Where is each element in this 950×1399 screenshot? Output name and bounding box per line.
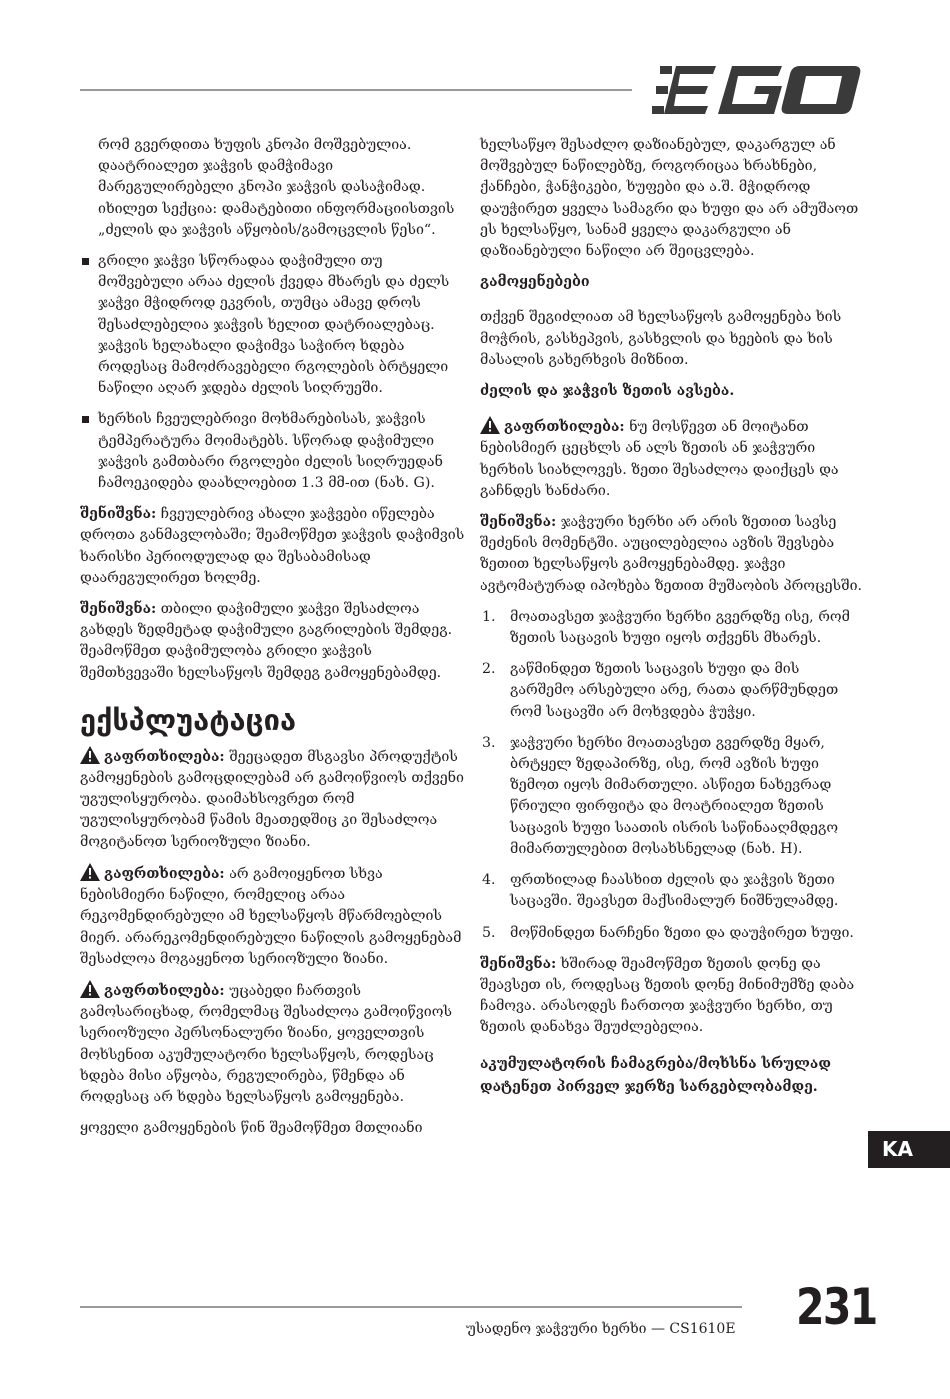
warning-paragraph <box>480 416 865 502</box>
step-text: ფრთხილად ჩაასხით ძელის და ჯაჭვის ზეთი საცავში. შეავსეთ მაქსიმალურ ნიშნულამდე. <box>510 872 839 910</box>
warning-triangle-icon <box>480 416 500 434</box>
right-column <box>480 135 865 1113</box>
uses-title: გამოყენებები <box>480 274 590 291</box>
footer-text: უსადენო ჯაჭვური ხერხი — CS1610E <box>466 1321 736 1337</box>
bullet-item <box>80 409 465 494</box>
language-tab: KA <box>868 1131 950 1168</box>
step-number: 4. <box>482 872 496 889</box>
step-text: მოწმინდეთ ნარჩენი ზეთი და დაუჭირეთ ხუფი. <box>510 924 854 941</box>
ego-logo <box>650 64 862 116</box>
warning-paragraph <box>80 863 465 970</box>
warning-label: გაფრთხილება: <box>104 865 225 882</box>
left-column <box>80 135 465 1149</box>
warning-label: გაფრთხილება: <box>104 748 225 765</box>
note-text: ჯაჭვური ხერხი არ არის ზეთით სავსე შეძენის მომენტში. აუცილებელია ავზის შევსება ზეთით ხელსაწყოს გამოყენებამდე. ჯაჭვი ავტომატურად იპოხება ზეთით მუშაობის პროცესში. <box>480 514 863 594</box>
warning-label: გაფრთხილება: <box>104 982 225 999</box>
warning-text: არ გამოიყენოთ სხვა ნებისმიერი ნაწილი, რომელიც არაა რეკომენდირებული ამ ხელსაწყოს მწარმოებლის მიერ. არარეკომენდირებული ნაწილის გამოყენებამ შესაძლოა მოგაყენოთ სერიოზული ზიანი. <box>80 865 462 967</box>
step-number: 1. <box>482 608 496 625</box>
warning-triangle-icon <box>80 980 100 998</box>
warning-paragraph <box>80 746 465 853</box>
bullet-item <box>80 251 465 399</box>
bullet-square-icon <box>82 416 89 423</box>
step-text: გაწმინდეთ ზეთის საცავის ხუფი და მის გარშემო არსებული არე, რათა დარწმუნდეთ რომ საცავში არ მოხვდება ჭუჭყი. <box>510 661 839 720</box>
note-label: შენიშვნა: <box>480 955 557 972</box>
step-text: მოათავსეთ ჯაჭვური ხერხი გვერდზე ისე, რომ ზეთის საცავის ხუფი იყოს თქვენს მხარეს. <box>510 608 850 647</box>
bullet-square-icon <box>82 258 89 265</box>
note-paragraph <box>480 512 865 597</box>
step-number: 5. <box>482 924 496 941</box>
left-intro: რომ გვერდითა ხუფის კნოპი მოშვებულია. დაატრიალეთ ჯაჭვის დამჭიმავი მარეგულირებელი კნოპი ჯაჭვის დასაჭიმად. იხილეთ სექცია: დამატებითი ინფორმაციისთვის „ძელის და ჯაჭვის აწყობის/გამოცვლის წესი“. <box>98 137 455 238</box>
note-paragraph <box>80 504 465 589</box>
step-item <box>480 659 865 723</box>
step-item <box>480 733 865 860</box>
header-rule <box>80 89 632 91</box>
warning-text: უცაბედი ჩართვის გამოსარიცხად, რომელმაც შესაძლოა გამოიწვიოს სერიოზული პერსონალური ზიანი, ყოველთვის მოხსენით აკუმულატორი ხელსაწყოს, როდესაც ხდება მისი აწყობა, რეგულირება, წმენდა ან როდესაც არ ხდება ხელსაწყოს გამოყენება. <box>80 982 453 1105</box>
note-text: თბილი დაჭიმული ჯაჭვი შესაძლოა გახდეს ზედმეტად დაჭიმული გაგრილების შემდეგ. შეამოწმეთ დაჭიმულობა გრილი ჯაჭვის შემთხვევაში ხელსაწყოს შემდეგ გამოყენებამდე. <box>80 601 453 681</box>
warning-triangle-icon <box>80 863 100 881</box>
bullet-text: გრილი ჯაჭვი სწორადაა დაჭიმული თუ მოშვებული არაა ძელის ქვედა მხარეს და ძელს ჯაჭვი მჭიდროდ ეკვრის, თუმცა ამავე დროს შესაძლებელია ჯაჭვის ხელით დატრიალებაც. ჯაჭვის ხელახალი დაჭიმვა საჭირო ხდება როდესაც მამოძრავებელი რგოლების ბრტყელი ნაწილი აღარ ჯდება ძელის სიღრუეში. <box>98 253 450 397</box>
bullet-text: ხერხის ჩვეულებრივი მოხმარებისას, ჯაჭვის ტემპერატურა მოიმატებს. სწორად დაჭიმული ჯაჭვის გამთბარი რგოლები ძელის სიღრუედან ჩამოეკიდება დაახლოებით 1.3 მმ-ით (ნახ. G). <box>98 411 443 492</box>
step-item <box>480 607 865 649</box>
warning-triangle-icon <box>80 746 100 764</box>
left-last-line: ყოველი გამოყენების წინ შეამოწმეთ მთლიანი <box>80 1120 423 1137</box>
section-title: ექსპლუატაცია <box>80 702 297 737</box>
warning-text: შეეცადეთ მსგავსი პროდუქტის გამოყენების გამოცდილებამ არ გამოიწვიოს თქვენი უგულისყურობა. დაიმახსოვრეთ რომ უგულისყურობამ წამის მეათედშიც კი შესაძლოა მოგიტანოთ სერიოზული ზიანი. <box>80 748 464 850</box>
footer-rule <box>80 1306 742 1308</box>
note-label: შენიშვნა: <box>80 506 157 523</box>
warning-text: ნუ მოსწევთ ან მოიტანთ ნებისმიერ ცეცხლს ან ალს ზეთის ან ჯაჭვური ხერხის სიახლოვეს. ზეთი შესაძლოა დაიქცეს და გაჩნდეს ხანძარი. <box>480 419 839 499</box>
step-number: 2. <box>482 661 496 678</box>
step-item <box>480 923 865 944</box>
battery-title: აკუმულატორის ჩამაგრება/მოხსნა სრულად დატენეთ პირველ ჯერზე სარგებლობამდე. <box>480 1055 831 1095</box>
warning-paragraph <box>80 980 465 1108</box>
note-label: შენიშვნა: <box>80 601 157 618</box>
step-text: ჯაჭვური ხერხი მოათავსეთ გვერდზე მყარ, ბრტყელ ზედაპირზე, ისე, რომ ავზის ხუფი ზემოთ იყოს მიმართული. ასწიეთ ნახევრად წრიული ფირფიტა და მოატრიალეთ ზეთის საცავის ხუფი საათის ისრის საწინააღმდეგო მიმართულებით მოსახსნელად (ნახ. H). <box>510 734 839 857</box>
note-text: ჩვეულებრივ ახალი ჯაჭვები იწელება დროთა განმავლობაში; შეამოწმეთ ჯაჭვის დაჭიმვის ხარისხი პერიოდულად და შესაბამისად დაარეგულირეთ ხოლმე. <box>80 506 465 586</box>
page-number: 231 <box>796 1278 877 1336</box>
note-paragraph <box>80 599 465 684</box>
step-number: 3. <box>482 734 496 751</box>
uses-text: თქვენ შეგიძლიათ ამ ხელსაწყოს გამოყენება ხის მოჭრის, გასხეპვის, გასხვლის და ხეების და ხის მასალის გახერხვის მიზნით. <box>480 309 842 368</box>
step-item <box>480 870 865 912</box>
oil-title: ძელის და ჯაჭვის ზეთის ავსება. <box>480 383 735 400</box>
note-paragraph <box>480 954 865 1039</box>
right-intro: ხელსაწყო შესაძლო დაზიანებულ, დაკარგულ ან მოშვებულ ნაწილებზე, როგორიცაა ხრახნები, ქანჩები, ჭანჭიკები, ხუფები და ა.შ. მჭიდროდ დაუჭირეთ ყველა სამაგრი და ხუფი და არ ამუშაოთ ეს ხელსაწყო, სანამ ყველა დაკარგული ან დაზიანებული ნაწილი არ შეიცვლება. <box>480 137 859 260</box>
note-label: შენიშვნა: <box>480 514 557 531</box>
warning-label: გაფრთხილება: <box>504 419 625 436</box>
note-text: ხშირად შეამოწმეთ ზეთის დონე და შეავსეთ ის, როდესაც ზეთის დონე მინიმუმზე დაბა ჩამოვა. არასოდეს ჩართოთ ჯაჭვური ხერხი, თუ ზეთის დანახვა შეუძლებელია. <box>480 955 855 1036</box>
